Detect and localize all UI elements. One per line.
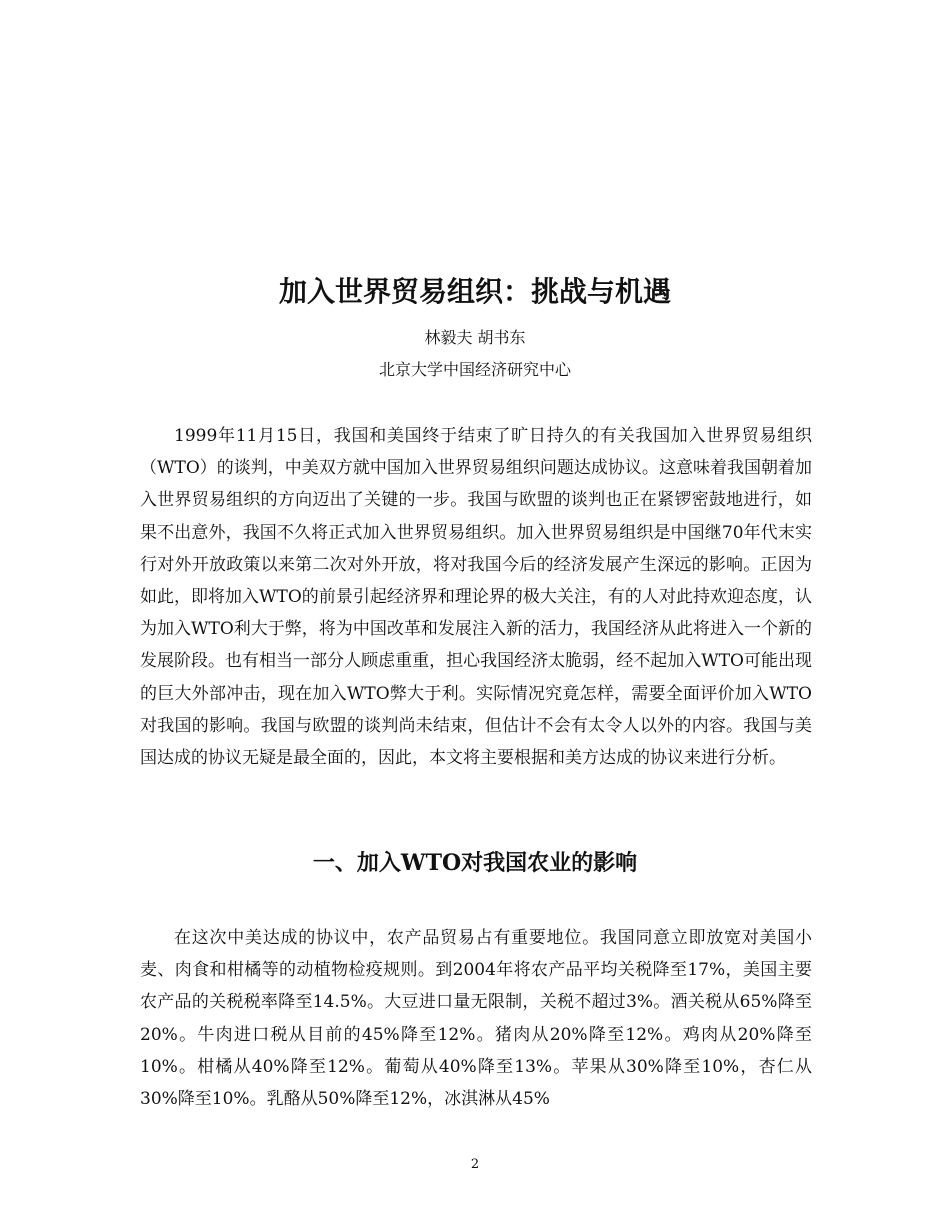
section-paragraph: 在这次中美达成的协议中，农产品贸易占有重要地位。我国同意立即放宽对美国小麦、肉食和柑橘等的动植物检疫规则。到2004年将农产品平均关税降至17%，美国主要农产品的关税税率降至14.5%。大豆进口量无限制，关税不超过3%。酒关税从65%降至20%。牛肉进口税从目前的45%降至12%。猪肉从20%降至12%。鸡肉从20%降至10%。柑橘从40%降至12%。葡萄从40%降至13%。苹果从30%降至10%，杏仁从30%降至10%。乳酪从50%降至12%，冰淇淋从45% [140, 928, 812, 1110]
affiliation: 北京大学中国经济研究中心 [378, 360, 571, 379]
section-heading: 一、加入WTO对我国农业的影响 [312, 850, 638, 876]
document-title: 加入世界贸易组织：挑战与机遇 [278, 275, 671, 308]
authors: 林毅夫 胡书东 [424, 328, 526, 347]
intro-paragraph: 1999年11月15日，我国和美国终于结束了旷日持久的有关我国加入世界贸易组织（WTO）的谈判，中美双方就中国加入世界贸易组织问题达成协议。这意味着我国朝着加入世界贸易组织的方向迈出了关键的一步。我国与欧盟的谈判也正在紧锣密鼓地进行，如果不出意外，我国不久将正式加入世界贸易组织。加入世界贸易组织是中国继70年代末实行对外开放政策以来第二次对外开放，将对我国今后的经济发展产生深远的影响。正因为如此，即将加入WTO的前景引起经济界和理论界的极大关注，有的人对此持欢迎态度，认为加入WTO利大于弊，将为中国改革和发展注入新的活力，我国经济从此将进入一个新的发展阶段。也有相当一部分人顾虑重重，担心我国经济太脆弱，经不起加入WTO可能出现的巨大外部冲击，现在加入WTO弊大于利。实际情况究竟怎样，需要全面评价加入WTO对我国的影响。我国与欧盟的谈判尚未结束，但估计不会有太令人以外的内容。我国与美国达成的协议无疑是最全面的，因此，本文将主要根据和美方达成的协议来进行分析。 [140, 426, 812, 769]
page-number: 2 [470, 1157, 480, 1172]
